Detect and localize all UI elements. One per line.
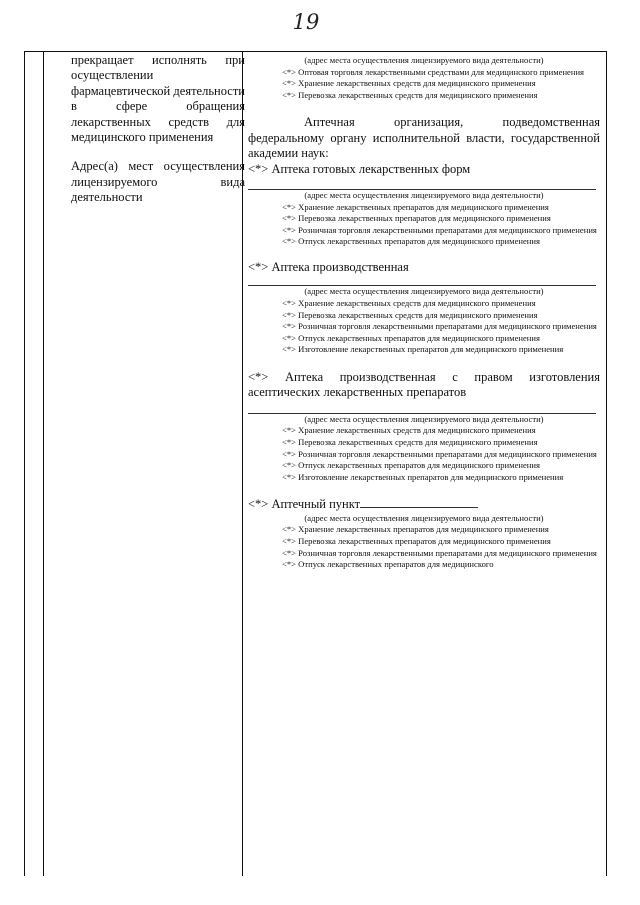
address-caption: (адрес места осуществления лицензируемого вида деятельности) — [304, 190, 544, 200]
list-item: <*> Хранение лекарственных препаратов для медицинского применения — [282, 524, 549, 535]
address-caption: (адрес места осуществления лицензируемого вида деятельности) — [304, 286, 544, 297]
list-item: <*> Изготовление лекарственных препаратов для медицинского применения — [282, 471, 564, 482]
list-item: <*> Розничная торговля лекарственными препаратами для медицинского применения — [282, 224, 597, 235]
left-para-stop: прекращает исполнять при осуществлении фармацевтической деятельности в сфере обращения лекарственных средств для медицинского применения — [71, 53, 245, 145]
list-item: <*> Оптовая торговля лекарственными средствами для медицинского применения — [282, 66, 585, 77]
table-border-left — [24, 51, 25, 876]
list-item: <*> Изготовление лекарственных препаратов для медицинского применения — [282, 344, 564, 355]
left-column-text — [71, 53, 245, 206]
table-column-divider-1 — [43, 51, 44, 876]
list-item: <*> Отпуск лекарственных препаратов для медицинского применения — [282, 236, 540, 247]
list-item: <*> Перевозка лекарственных препаратов для медицинского применения — [282, 213, 551, 224]
section-heading-production: <*> Аптека производственная — [248, 259, 409, 274]
address-caption: (адрес места осуществления лицензируемого вида деятельности) — [304, 55, 544, 65]
list-item: <*> Отпуск лекарственных препаратов для медицинского — [282, 559, 494, 570]
list-item: <*> Перевозка лекарственных средств для медицинского применения — [282, 436, 538, 447]
list-item: <*> Хранение лекарственных средств для медицинского применения — [282, 425, 536, 436]
list-item: <*> Розничная торговля лекарственными препаратами для медицинского применения — [282, 321, 597, 332]
org-paragraph: Аптечная организация, подведомственная федеральному органу исполнительной власти, государственной академии наук: — [248, 115, 600, 161]
list-item: <*> Хранение лекарственных средств для медицинского применения — [282, 78, 536, 89]
section-heading-ready-forms: <*> Аптека готовых лекарственных форм — [248, 161, 471, 176]
table-border-right — [606, 51, 607, 876]
block-production — [248, 286, 600, 356]
block-wholesale — [248, 55, 600, 101]
list-item: <*> Перевозка лекарственных препаратов для медицинского применения — [282, 535, 551, 546]
section-heading-aseptic: <*> Аптека производственная с правом изготовления асептических лекарственных препаратов — [248, 369, 600, 400]
list-item: <*> Хранение лекарственных препаратов для медицинского применения — [282, 201, 549, 212]
list-item: <*> Розничная торговля лекарственными препаратами для медицинского применения — [282, 448, 597, 459]
document-table — [24, 51, 607, 876]
address-caption: (адрес места осуществления лицензируемого вида деятельности) — [304, 413, 544, 424]
list-item: <*> Перевозка лекарственных средств для медицинского применения — [282, 89, 538, 100]
right-column — [248, 55, 600, 571]
list-item: <*> Хранение лекарственных средств для медицинского применения — [282, 297, 536, 308]
block-ready-forms — [248, 190, 600, 248]
left-para-address: Адрес(а) мест осуществления лицензируемого вида деятельности — [71, 159, 245, 205]
list-item: <*> Отпуск лекарственных препаратов для медицинского применения — [282, 332, 540, 343]
heading-text: <*> Аптечный пункт — [248, 497, 361, 512]
address-fill-line — [360, 506, 478, 508]
address-caption: (адрес места осуществления лицензируемого вида деятельности) — [304, 512, 544, 523]
block-aseptic — [248, 414, 600, 484]
section-heading-pharmacy-point — [248, 497, 600, 512]
list-item: <*> Розничная торговля лекарственными препаратами для медицинского применения — [282, 547, 597, 558]
list-item: <*> Отпуск лекарственных препаратов для медицинского применения — [282, 460, 540, 471]
list-item: <*> Перевозка лекарственных средств для медицинского применения — [282, 309, 538, 320]
page-number: 19 — [292, 10, 320, 34]
table-border-top — [24, 51, 607, 52]
block-pharmacy-point — [248, 513, 600, 571]
